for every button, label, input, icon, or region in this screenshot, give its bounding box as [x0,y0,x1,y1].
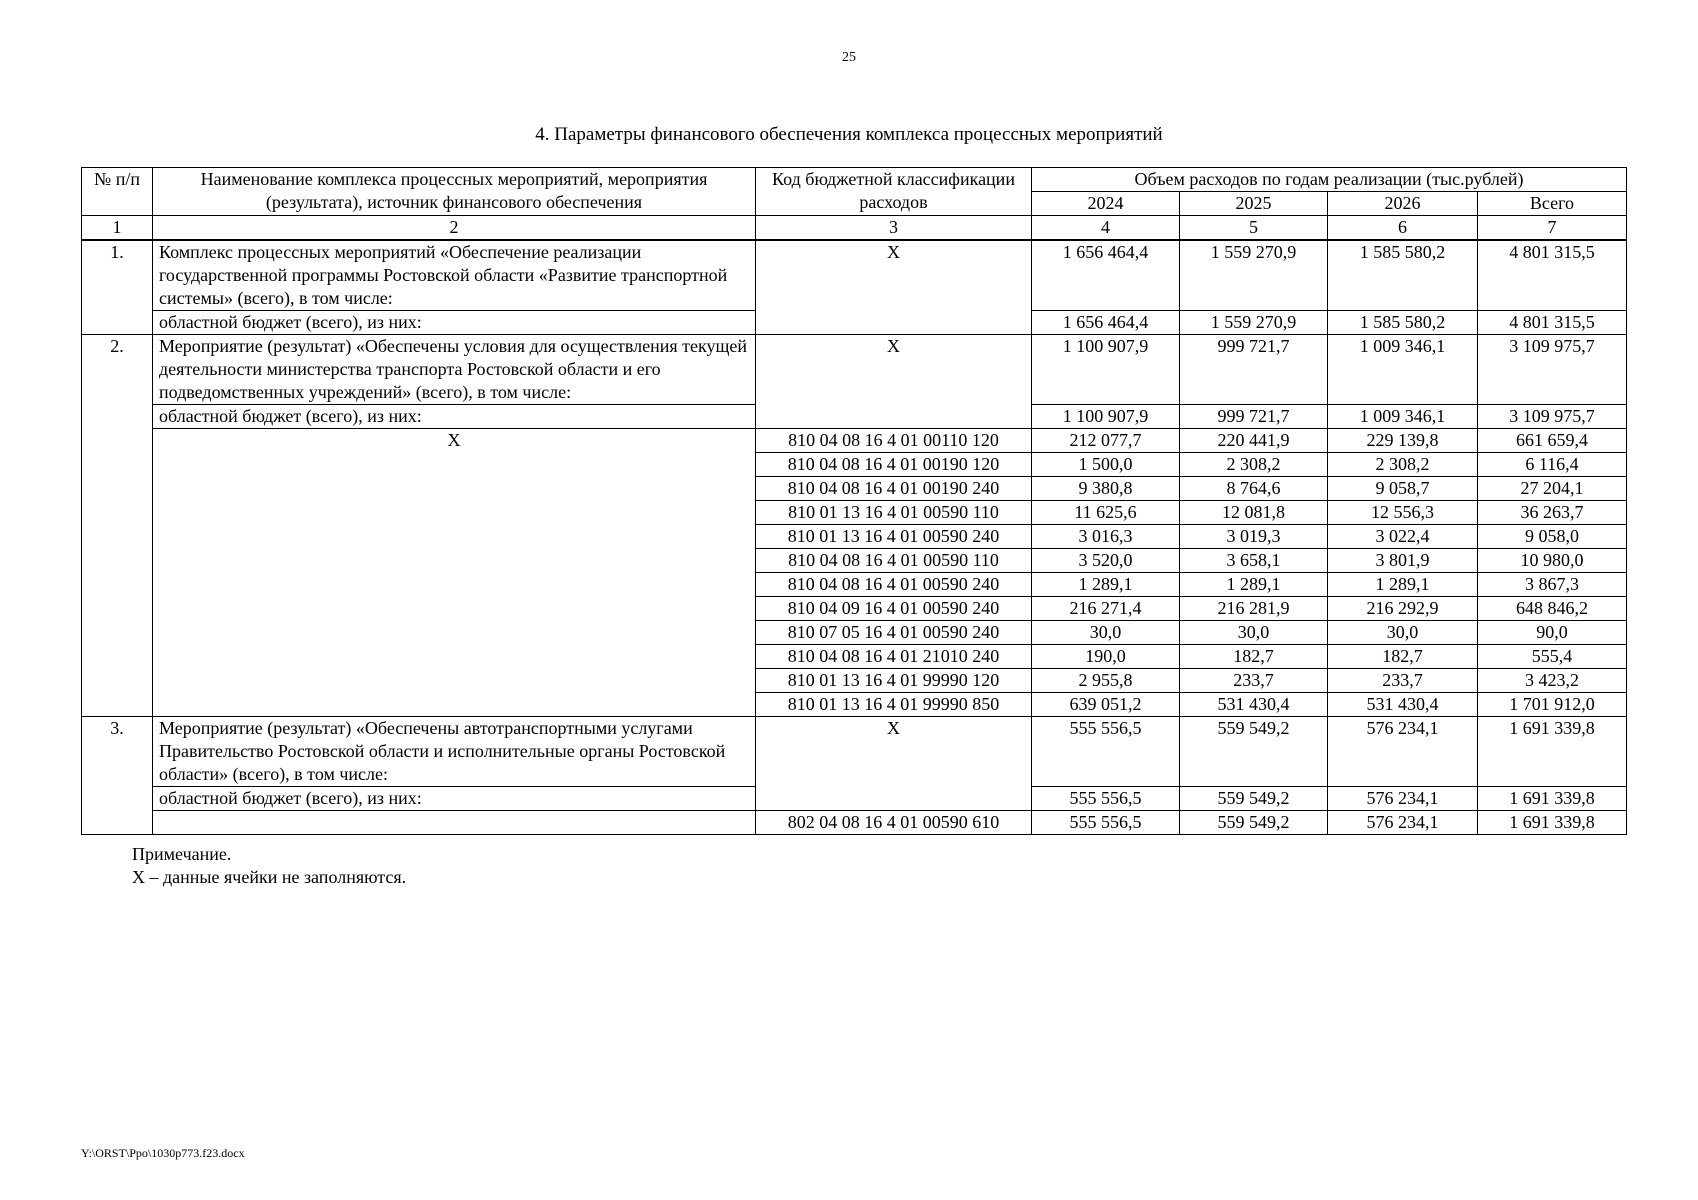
value-2025: 559 549,2 [1180,787,1328,811]
value-2025: 182,7 [1180,645,1328,669]
value-2025: 999 721,7 [1180,335,1328,405]
value-2025: 1 559 270,9 [1180,240,1328,311]
col-number: 3 [756,216,1032,241]
col-number: 4 [1032,216,1180,241]
header-volume: Объем расходов по годам реализации (тыс.рублей) [1032,168,1627,192]
value-2024: 555 556,5 [1032,787,1180,811]
value-2026: 1 585 580,2 [1328,240,1478,311]
detail-code: 810 04 08 16 4 01 00190 120 [756,453,1032,477]
value-total: 27 204,1 [1478,477,1627,501]
value-2025: 30,0 [1180,621,1328,645]
value-2025: 8 764,6 [1180,477,1328,501]
value-total: 555,4 [1478,645,1627,669]
value-2026: 30,0 [1328,621,1478,645]
col-number: 1 [82,216,153,241]
section-name: Мероприятие (результат) «Обеспечены автотранспортными услугами Правительство Ростовской области и исполнительные органы Ростовской области» (всего), в том числе: [153,717,756,787]
budget-label: областной бюджет (всего), из них: [153,787,756,811]
value-total: 661 659,4 [1478,429,1627,453]
header-num: № п/п [82,168,153,216]
section-code: X [756,240,1032,335]
value-2024: 1 656 464,4 [1032,311,1180,335]
value-total: 3 867,3 [1478,573,1627,597]
table-row-section-2 [82,335,1627,405]
table-row-detail [82,811,1627,835]
value-2026: 9 058,7 [1328,477,1478,501]
col-number: 5 [1180,216,1328,241]
value-2026: 3 022,4 [1328,525,1478,549]
detail-code: 810 01 13 16 4 01 00590 110 [756,501,1032,525]
value-2025: 1 289,1 [1180,573,1328,597]
value-2026: 233,7 [1328,669,1478,693]
value-total: 3 423,2 [1478,669,1627,693]
value-2024: 2 955,8 [1032,669,1180,693]
section-number: 3. [82,717,153,835]
value-total: 1 691 339,8 [1478,811,1627,835]
value-2026: 1 009 346,1 [1328,335,1478,405]
value-2025: 220 441,9 [1180,429,1328,453]
detail-code: 810 04 08 16 4 01 00190 240 [756,477,1032,501]
value-total: 4 801 315,5 [1478,240,1627,311]
value-2025: 559 549,2 [1180,717,1328,787]
detail-code: 810 07 05 16 4 01 00590 240 [756,621,1032,645]
value-2025: 3 658,1 [1180,549,1328,573]
value-2024: 1 100 907,9 [1032,335,1180,405]
page-number: 25 [842,50,856,65]
value-total: 36 263,7 [1478,501,1627,525]
value-total: 1 691 339,8 [1478,717,1627,787]
value-2025: 531 430,4 [1180,693,1328,717]
value-total: 1 691 339,8 [1478,787,1627,811]
value-2026: 1 009 346,1 [1328,405,1478,429]
value-2025: 2 308,2 [1180,453,1328,477]
detail-code: 802 04 08 16 4 01 00590 610 [756,811,1032,835]
col-number: 6 [1328,216,1478,241]
header-year-2024: 2024 [1032,192,1180,216]
section-number: 2. [82,335,153,717]
header-code: Код бюджетной классификации расходов [756,168,1032,216]
detail-code: 810 04 08 16 4 01 21010 240 [756,645,1032,669]
value-2024: 216 271,4 [1032,597,1180,621]
value-2024: 3 016,3 [1032,525,1180,549]
value-2026: 12 556,3 [1328,501,1478,525]
value-total: 10 980,0 [1478,549,1627,573]
value-2026: 1 585 580,2 [1328,311,1478,335]
value-2026: 1 289,1 [1328,573,1478,597]
detail-code: 810 04 09 16 4 01 00590 240 [756,597,1032,621]
value-total: 6 116,4 [1478,453,1627,477]
col-number: 2 [153,216,756,241]
note-text: X – данные ячейки не заполняются. [132,867,407,887]
detail-code: 810 01 13 16 4 01 99990 850 [756,693,1032,717]
value-2026: 576 234,1 [1328,787,1478,811]
column-numbers-row [82,216,1627,241]
value-2025: 12 081,8 [1180,501,1328,525]
budget-label: областной бюджет (всего), из них: [153,311,756,335]
empty-cell [153,811,756,835]
footer-file-path: Y:\ORST\Ppo\1030p773.f23.docx [81,1146,245,1160]
section-code: X [756,335,1032,429]
value-2024: 11 625,6 [1032,501,1180,525]
detail-code: 810 04 08 16 4 01 00110 120 [756,429,1032,453]
value-2024: 3 520,0 [1032,549,1180,573]
value-2025: 1 559 270,9 [1180,311,1328,335]
value-2024: 212 077,7 [1032,429,1180,453]
value-2024: 555 556,5 [1032,811,1180,835]
value-2024: 1 500,0 [1032,453,1180,477]
value-total: 4 801 315,5 [1478,311,1627,335]
note-block [132,843,406,889]
document-title: 4. Параметры финансового обеспечения комплекса процессных мероприятий [535,124,1163,145]
detail-name: X [153,429,756,717]
table-row-section-1 [82,240,1627,311]
table-row-section-3 [82,717,1627,787]
value-2024: 555 556,5 [1032,717,1180,787]
detail-code: 810 04 08 16 4 01 00590 240 [756,573,1032,597]
value-total: 3 109 975,7 [1478,335,1627,405]
table-row-detail [82,429,1627,453]
value-2025: 999 721,7 [1180,405,1328,429]
financial-table [81,167,1627,835]
value-2026: 229 139,8 [1328,429,1478,453]
value-2026: 2 308,2 [1328,453,1478,477]
value-2026: 531 430,4 [1328,693,1478,717]
value-2024: 1 656 464,4 [1032,240,1180,311]
col-number: 7 [1478,216,1627,241]
value-2026: 182,7 [1328,645,1478,669]
section-code: X [756,717,1032,811]
header-total: Всего [1478,192,1627,216]
value-2024: 190,0 [1032,645,1180,669]
section-name: Комплекс процессных мероприятий «Обеспечение реализации государственной программы Ростовской области «Развитие транспортной системы» (всего), в том числе: [153,240,756,311]
value-total: 648 846,2 [1478,597,1627,621]
detail-code: 810 04 08 16 4 01 00590 110 [756,549,1032,573]
header-name: Наименование комплекса процессных мероприятий, мероприятия (результата), источник финансового обеспечения [153,168,756,216]
value-2024: 9 380,8 [1032,477,1180,501]
value-2026: 3 801,9 [1328,549,1478,573]
note-title: Примечание. [132,844,232,864]
value-2024: 30,0 [1032,621,1180,645]
value-total: 3 109 975,7 [1478,405,1627,429]
budget-label: областной бюджет (всего), из них: [153,405,756,429]
value-2025: 233,7 [1180,669,1328,693]
section-name: Мероприятие (результат) «Обеспечены условия для осуществления текущей деятельности министерства транспорта Ростовской области и его подведомственных учреждений» (всего), в том числе: [153,335,756,405]
value-2025: 3 019,3 [1180,525,1328,549]
detail-code: 810 01 13 16 4 01 99990 120 [756,669,1032,693]
value-2024: 1 289,1 [1032,573,1180,597]
value-2025: 216 281,9 [1180,597,1328,621]
detail-code: 810 01 13 16 4 01 00590 240 [756,525,1032,549]
section-number: 1. [82,240,153,335]
value-2026: 576 234,1 [1328,811,1478,835]
value-2025: 559 549,2 [1180,811,1328,835]
header-year-2025: 2025 [1180,192,1328,216]
value-total: 9 058,0 [1478,525,1627,549]
value-2026: 216 292,9 [1328,597,1478,621]
value-2026: 576 234,1 [1328,717,1478,787]
value-2024: 639 051,2 [1032,693,1180,717]
header-year-2026: 2026 [1328,192,1478,216]
value-total: 90,0 [1478,621,1627,645]
value-2024: 1 100 907,9 [1032,405,1180,429]
value-total: 1 701 912,0 [1478,693,1627,717]
